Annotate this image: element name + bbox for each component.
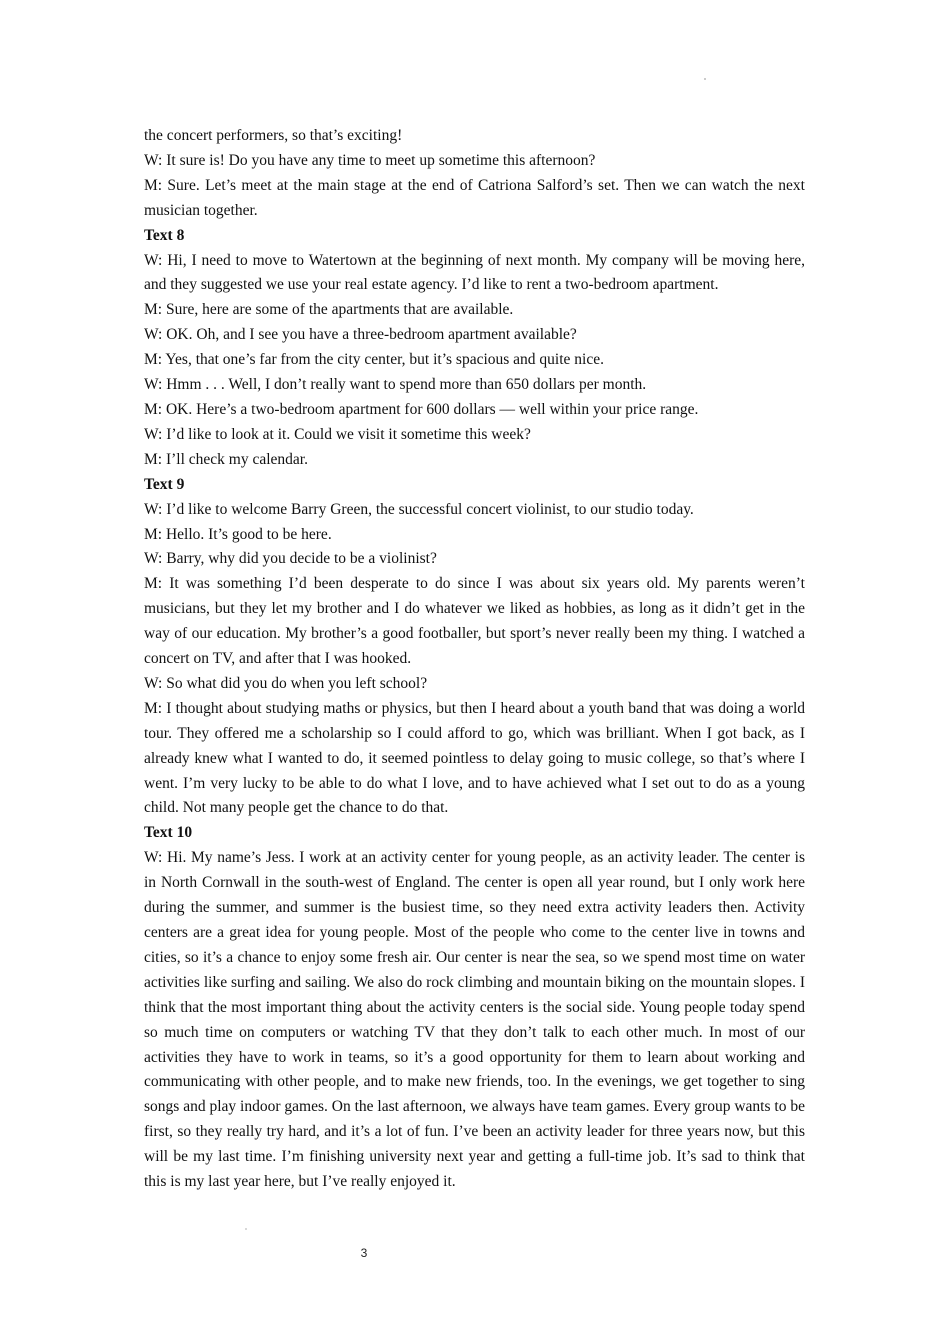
transcript-line: W: Hmm . . . Well, I don’t really want to spend more than 650 dollars per month. xyxy=(144,376,647,394)
page-number: 3 xyxy=(360,1246,368,1260)
transcript-line: W: I’d like to look at it. Could we visit it sometime this week? xyxy=(144,425,531,443)
transcript-line: W: It sure is! Do you have any time to meet up sometime this afternoon? xyxy=(144,151,596,169)
transcript-line: M: Sure. Let’s meet at the main stage at the end of Catriona Salford’s set. Then we can watch the next musician together. xyxy=(144,176,805,219)
transcript-line: W: So what did you do when you left school? xyxy=(144,674,428,692)
transcript-line: M: Hello. It’s good to be here. xyxy=(144,525,332,543)
transcript-line: W: Barry, why did you decide to be a violinist? xyxy=(144,550,437,568)
transcript-line: M: Sure, here are some of the apartments that are available. xyxy=(144,301,514,319)
transcript-line: M: I’ll check my calendar. xyxy=(144,450,308,468)
transcript-line: W: OK. Oh, and I see you have a three-bedroom apartment available? xyxy=(144,326,577,344)
transcript-line: M: It was something I’d been desperate to do since I was about six years old. My parents weren’t musicians, but they let my brother and I do whatever we liked as hobbies, as long as it didn’t get in the way of our education. My brother’s a good footballer, but sport’s never really been my thing. I watched a concert on TV, and after that I was hooked. xyxy=(144,575,805,668)
footer-mark xyxy=(245,1228,247,1230)
section-heading-text-10: Text 10 xyxy=(144,824,193,842)
header-mark xyxy=(704,78,706,80)
transcript-line: the concert performers, so that’s exciting! xyxy=(144,127,403,144)
transcript-line: M: Yes, that one’s far from the city center, but it’s spacious and quite nice. xyxy=(144,351,604,369)
transcript-line: W: Hi. My name’s Jess. I work at an activity center for young people, as an activity leader. The center is in North Cornwall in the south-west of England. The center is open all year round, but I only work here during the summer, and summer is the busiest time, so they need extra activity leaders then. Activity centers are a great idea for young people. Most of the people who come to the center live in towns and cities, so it’s a chance to enjoy some fresh air. Our center is near the sea, so we spend most time on water activities like surfing and sailing. We also do rock climbing and mountain biking on the mountain slopes. I think that the most important thing about the activity centers is the social side. Young people today spend so much time on computers or watching TV that they don’t talk to each other much. In most of our activities they have to work in teams, so it’s a good opportunity for them to learn about working and communicating with other people, and to make new friends, too. In the evenings, we get together to sing songs and play indoor games. On the last afternoon, we always have team games. Every group wants to be first, so they really try hard, and it’s a lot of fun. I’ve been an activity leader for three years now, but this will be my last time. I’m finishing university next year and getting a full-time job. It’s sad to think that this is my last year here, but I’ve really enjoyed it. xyxy=(144,849,805,1191)
transcript-line: M: I thought about studying maths or physics, but then I heard about a youth band that was doing a world tour. They offered me a scholarship so I could afford to go, which was brilliant. When I got back, as I already knew what I wanted to do, it seemed pointless to delay going to music college, so that’s where I went. I’m very lucky to be able to do what I love, and to have achieved what I set out to do as a young child. Not many people get the chance to do that. xyxy=(144,699,805,817)
transcript-line: W: Hi, I need to move to Watertown at the beginning of next month. My company will be moving here, and they suggested we use your real estate agency. I’d like to rent a two-bedroom apartment. xyxy=(144,251,805,294)
transcript-line: W: I’d like to welcome Barry Green, the successful concert violinist, to our studio today. xyxy=(144,500,694,518)
transcript-body xyxy=(144,124,805,1195)
section-heading-text-8: Text 8 xyxy=(144,226,185,244)
section-heading-text-9: Text 9 xyxy=(144,475,185,493)
transcript-line: M: OK. Here’s a two-bedroom apartment for 600 dollars — well within your price range. xyxy=(144,400,699,418)
